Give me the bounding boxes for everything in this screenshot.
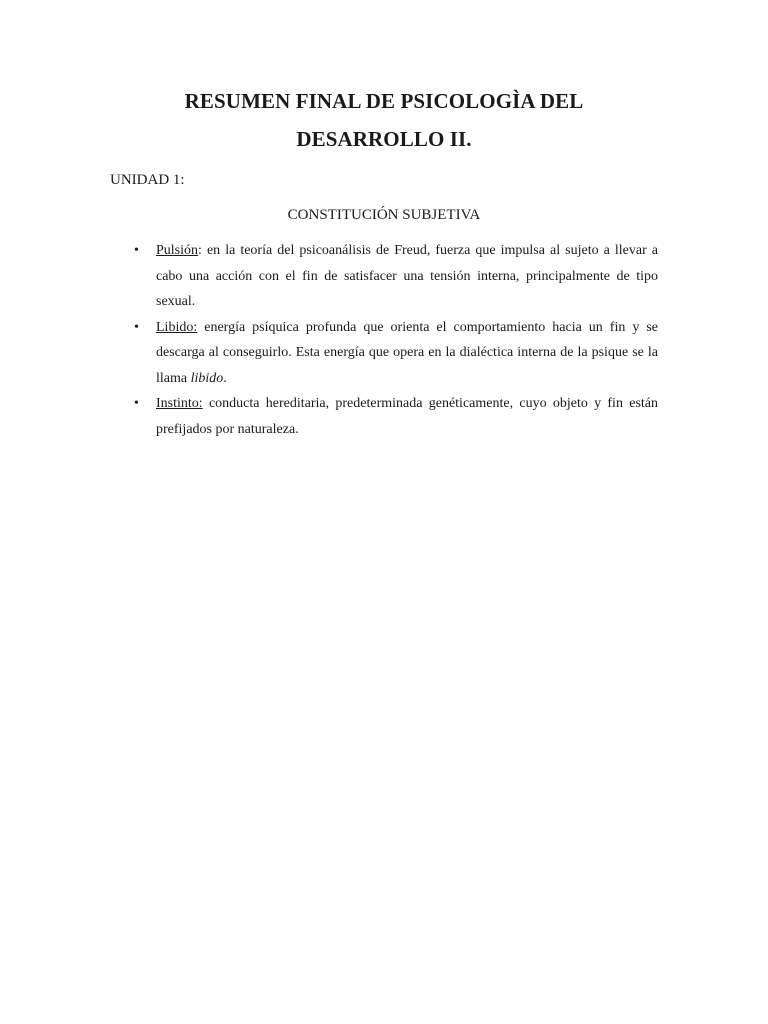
definition-text: en la teoría del psicoanálisis de Freud, fuerza que impulsa al sujeto a llevar a cabo una acción con el fin de satisfacer una tensión interna, principalmente de tipo sexual. — [156, 243, 658, 309]
definition-text: energía psíquica profunda que orienta el comportamiento hacia un fin y se descarga al conseguirlo. Esta energía que opera en la dialéctica interna de la psique se la llama — [156, 319, 658, 386]
definition-item-pulsion — [134, 238, 658, 315]
document-title — [110, 82, 658, 158]
definition-term: Instinto: — [156, 396, 203, 411]
bullet-icon: • — [134, 319, 139, 335]
document-title-line-1: RESUMEN FINAL DE PSICOLOGÌA DEL — [184, 89, 584, 113]
definition-emphasis: libido — [190, 370, 224, 386]
definition-item-libido — [134, 315, 658, 392]
definition-term: Libido: — [156, 319, 198, 335]
section-heading: CONSTITUCIÓN SUBJETIVA — [287, 207, 481, 223]
definition-item-instinto — [134, 391, 658, 442]
document-title-line-2: DESARROLLO II. — [296, 127, 472, 151]
definition-term: Pulsión — [156, 243, 199, 258]
definition-separator: : — [198, 243, 202, 258]
bullet-icon: • — [134, 396, 139, 411]
unit-label: UNIDAD 1: — [110, 172, 185, 188]
definition-text-end: . — [223, 370, 227, 386]
bullet-icon: • — [134, 243, 139, 258]
definition-text: conducta hereditaria, predeterminada genéticamente, cuyo objeto y fin están prefijados por naturaleza. — [156, 396, 658, 437]
definition-list — [134, 238, 658, 442]
